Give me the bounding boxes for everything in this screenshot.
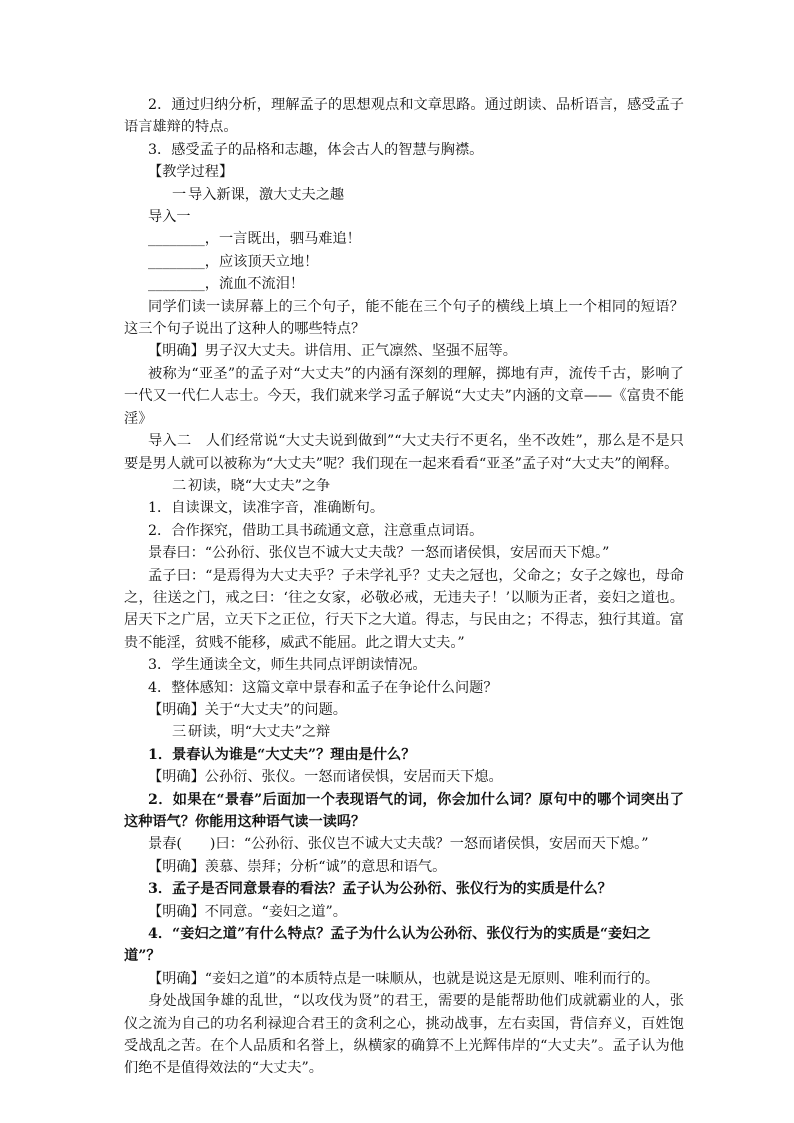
answer-3-2: 【明确】羡慕、崇拜；分析“诚”的意思和语气。 (148, 858, 447, 875)
section-2-number: 二 (172, 477, 187, 494)
fill-blank-sentence-3: ________，流血不流泪！ (148, 276, 305, 293)
question-paragraph: 同学们读一读屏幕上的三个句子，能不能在三个句子的横线上填上一个相同的短语？这三个句子说出了这种人的哪些特点？ (124, 298, 684, 338)
answer-3-4: 【明确】“妾妇之道”的本质特点是一味顺从，也就是说这是无原则、唯利而行的。 (148, 970, 660, 987)
quote-mencius: 孟子曰：“是焉得为大丈夫乎？子未学礼乎？丈夫之冠也，父命之；女子之嫁也，母命之，往送之门，戒之曰：‘往之女家，必敬必戒，无违夫子！’以顺为正者，妾妇之道也。居天下之广居，立天下之正位，行天下之大道。得志，与民由之；不得志，独行其道。富贵不能淫，贫贱不能移，威武不能屈。此之谓大丈夫。” (124, 567, 684, 651)
quote-suffix: )曰：“公孙衍、张仪岂不诚大丈夫哉？一怒而诸侯惧，安居而天下熄。” (209, 836, 649, 853)
section-1-heading (124, 184, 684, 206)
section-1-number: 一 (172, 186, 187, 203)
step-4: 4．整体感知：这篇文章中景春和孟子在争论什么问题？ (148, 679, 498, 696)
teaching-process-heading: 【教学过程】 (148, 164, 234, 181)
section-3-title: 研读，明“大丈夫”之辩 (188, 724, 331, 741)
quote-jingchun: 景春曰：“公孙衍、张仪岂不诚大丈夫哉？一怒而诸侯惧，安居而天下熄。” (148, 545, 610, 562)
section-3-heading (124, 721, 684, 743)
quote-prefix: 景春( (148, 836, 182, 853)
step-2: 2．合作探究，借助工具书疏通文意，注意重点词语。 (148, 522, 484, 539)
answer-3-1: 【明确】公孙衍、张仪。一怒而诸侯惧，安居而天下熄。 (148, 769, 503, 786)
intro-1-label: 导入一 (148, 209, 191, 226)
quote-jingchun-blank (124, 833, 684, 855)
question-3-3: 3．孟子是否同意景春的看法？孟子认为公孙衍、张仪行为的实质是什么？ (148, 881, 612, 898)
document-body (124, 94, 684, 1080)
section-2-title: 初读，晓“大丈夫”之争 (188, 477, 331, 494)
fill-blank-sentence-1: ________，一言既出，驷马难追！ (148, 231, 361, 248)
question-3-4: 4．“妾妇之道”有什么特点？孟子为什么认为公孙衍、张仪行为的实质是“妾妇之道”？ (124, 926, 651, 965)
objective-2: 2．通过归纳分析，理解孟子的思想观点和文章思路。通过朗读、品析语言，感受孟子语言雄辩的特点。 (124, 97, 684, 136)
question-3-1: 1．景春认为谁是“大丈夫”？理由是什么？ (148, 746, 416, 763)
section-2-heading (124, 475, 684, 497)
fill-blank-sentence-2: ________，应该顶天立地！ (148, 253, 319, 270)
step-1: 1．自读课文，读准字音，准确断句。 (148, 500, 385, 517)
answer-2: 【明确】关于“大丈夫”的问题。 (148, 701, 347, 718)
section-1-title: 导入新课，激大丈夫之趣 (188, 186, 345, 203)
intro-paragraph: 被称为“亚圣”的孟子对“大丈夫”的内涵有深刻的理解，掷地有声，流传千古，影响了一代又一代仁人志士。今天，我们就来学习孟子解说“大丈夫”内涵的文章——《富贵不能淫》 (124, 365, 684, 427)
step-3: 3．学生通读全文，师生共同点评朗读情况。 (148, 657, 427, 674)
intro-2-paragraph: 导入二 人们经常说“大丈夫说到做到”“大丈夫行不更名，坐不改姓”，那么是不是只要是男人就可以被称为“大丈夫”呢？我们现在一起来看看“亚圣”孟子对“大丈夫”的阐释。 (124, 433, 684, 472)
section-3-number: 三 (172, 724, 187, 741)
objective-3: 3．感受孟子的品格和志趣，体会古人的智慧与胸襟。 (148, 141, 484, 158)
answer-1: 【明确】男子汉大丈夫。讲信用、正气凛然、坚强不屈等。 (148, 343, 517, 360)
question-3-2: 2．如果在“景春”后面加一个表现语气的词，你会加什么词？原句中的哪个词突出了这种语气？你能用这种语气读一读吗？ (124, 791, 684, 830)
answer-3-3: 【明确】不同意。“妾妇之道”。 (148, 903, 347, 920)
analysis-paragraph: 身处战国争雄的乱世，“以攻伐为贤”的君王，需要的是能帮助他们成就霸业的人，张仪之流为自己的功名利禄迎合君王的贪利之心，挑动战事，左右卖国，背信弃义，百姓饱受战乱之苦。在个人品质和名誉上，纵横家的确算不上光辉伟岸的“大丈夫”。孟子认为他们绝不是值得效法的“大丈夫”。 (124, 993, 684, 1077)
